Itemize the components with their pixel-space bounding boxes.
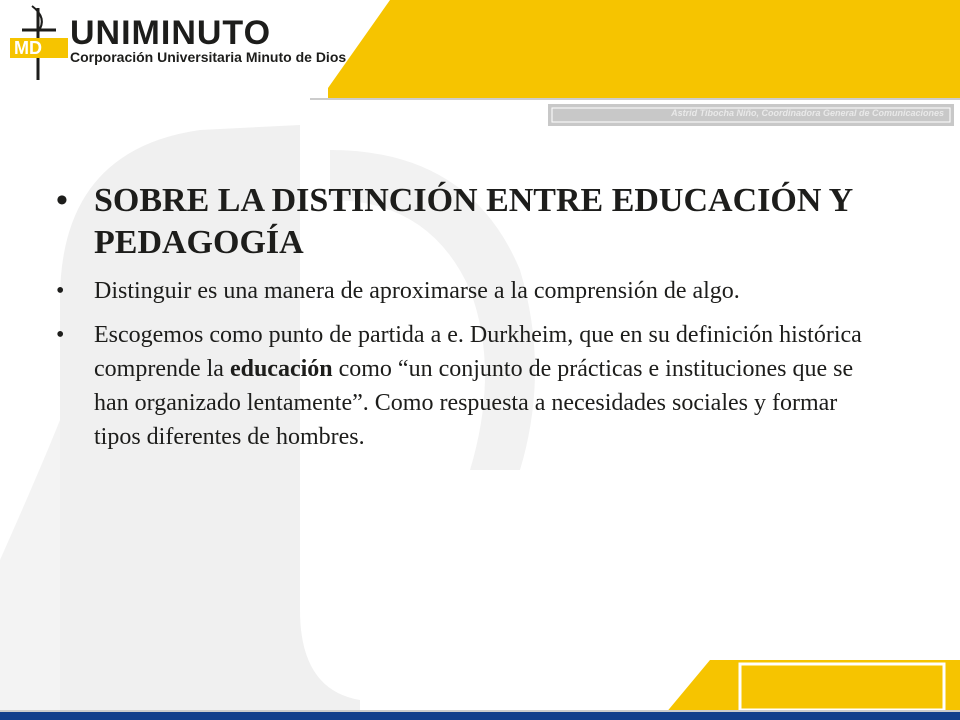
bullet-icon: • (56, 278, 65, 304)
logo-subtitle: Corporación Universitaria Minuto de Dios (70, 49, 347, 65)
point-2-bold-term: educación (229, 356, 333, 382)
bullet-icon: • (56, 182, 68, 219)
bottom-band (0, 710, 960, 720)
heading-text: SOBRE LA DISTINCIÓN ENTRE EDUCACIÓN Y PEDAGOGÍA (94, 182, 852, 261)
logo-mark: MD (14, 38, 42, 58)
header-banner (310, 0, 960, 100)
uniminuto-logo (8, 4, 347, 92)
point-2-text-start: Escogemos como punto de partida a e. Durkheim, que en su definición histórica comprende la (94, 322, 862, 382)
point-2-text-end: como “un conjunto de prácticas e instituciones que se han organizado lentamente”. Como respuesta a necesidades sociales y formar tipos diferentes de hombres. (94, 356, 854, 450)
slide-heading (56, 180, 866, 264)
bullet-icon: • (56, 322, 65, 348)
credit-text: Astrid Tibocha Niño, Coordinadora General de Comunicaciones (671, 108, 944, 118)
point-1-text: Distinguir es una manera de aproximarse a la comprensión de algo. (94, 278, 740, 304)
bullet-point-2 (56, 318, 866, 454)
slide-content (56, 180, 866, 464)
logo-title: UNIMINUTO (70, 14, 272, 52)
bullet-point-1 (56, 274, 866, 308)
